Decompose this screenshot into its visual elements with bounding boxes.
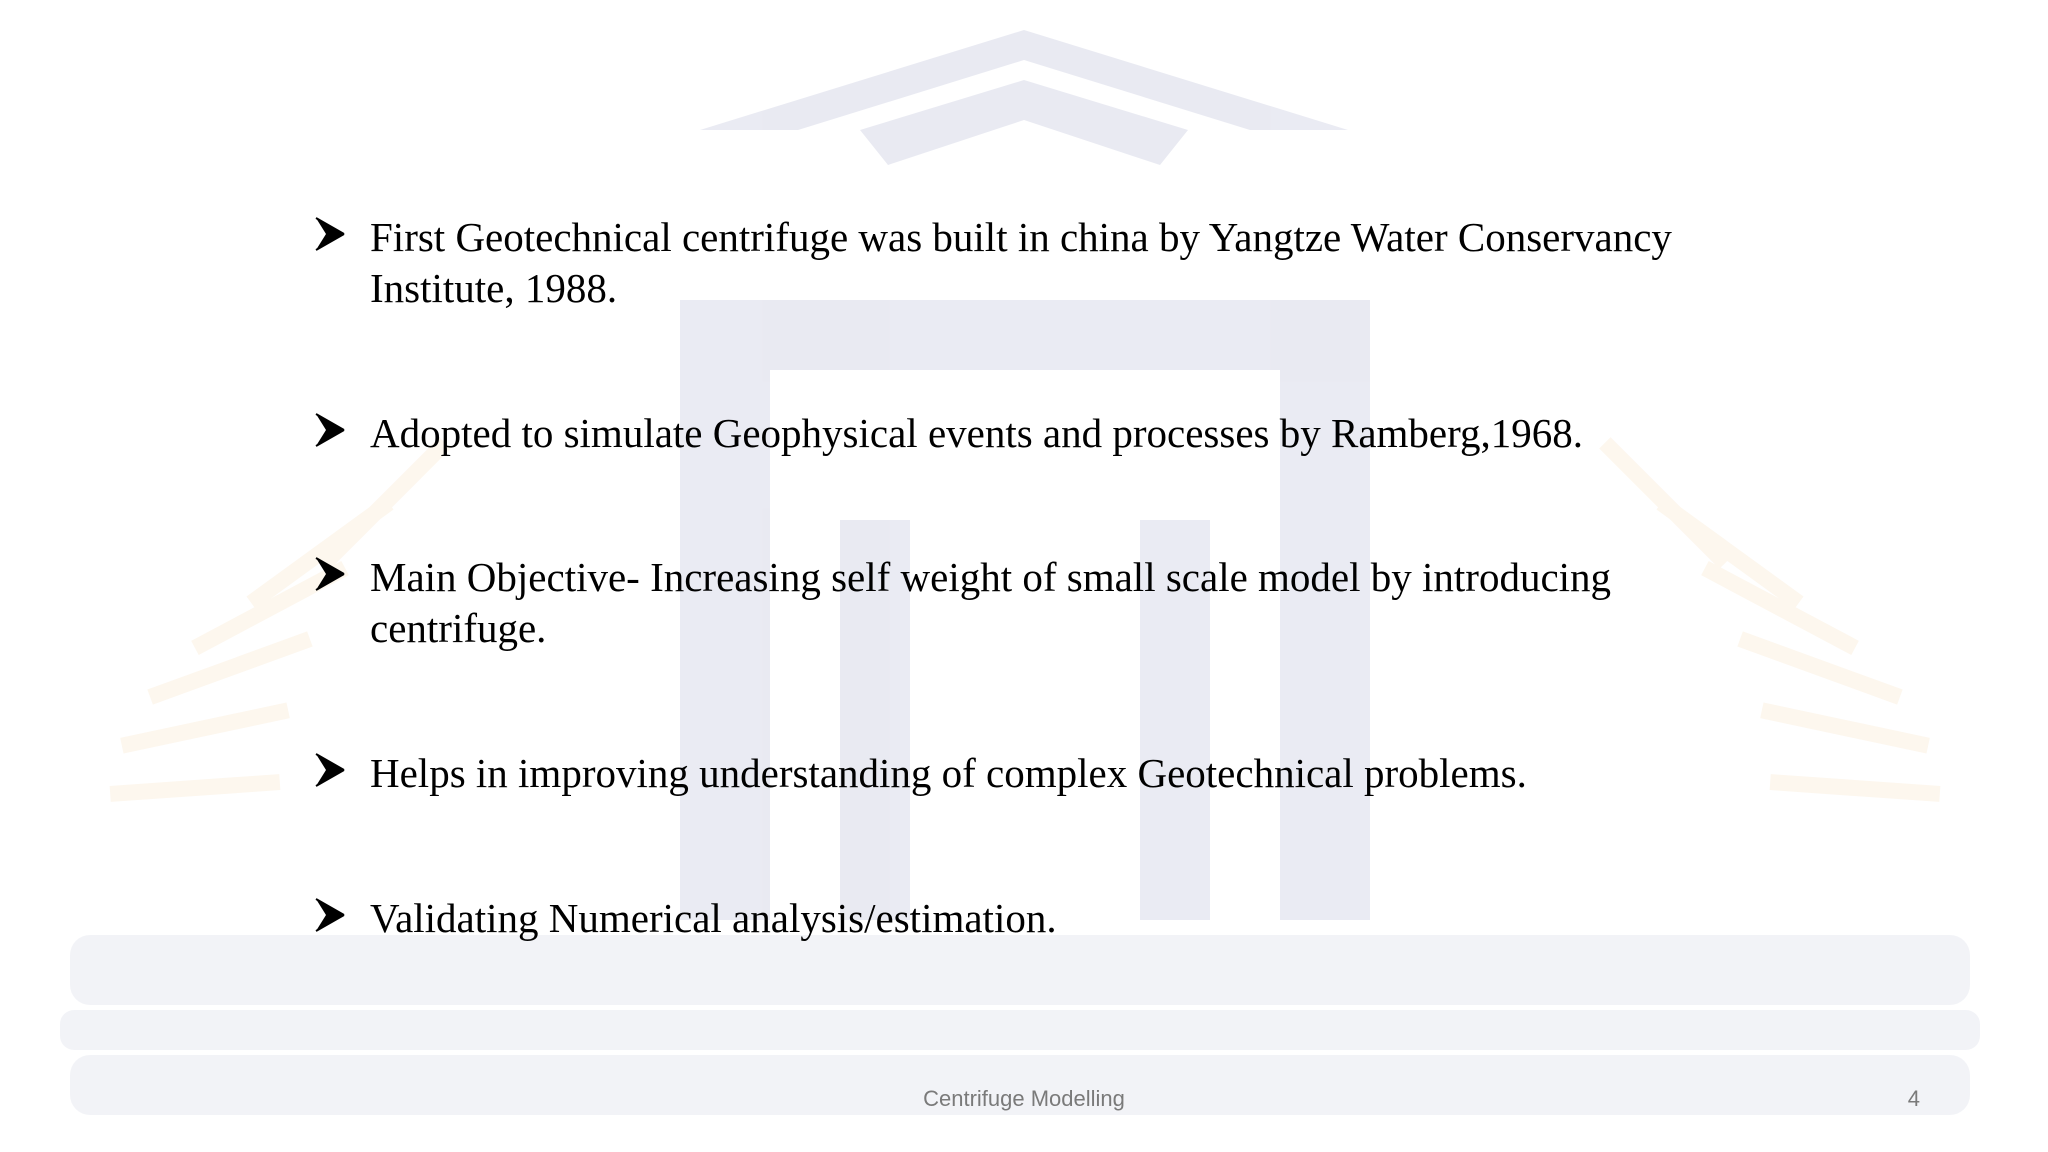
bullet-text: Main Objective- Increasing self weight of small scale model by introducing centrifuge. bbox=[370, 554, 1612, 651]
arrowhead-bullet-icon bbox=[314, 750, 346, 790]
arrowhead-bullet-icon bbox=[314, 410, 346, 450]
arrowhead-bullet-icon bbox=[314, 895, 346, 935]
bullet-item bbox=[314, 408, 1784, 459]
arrowhead-bullet-icon bbox=[314, 214, 346, 254]
bullet-text: Adopted to simulate Geophysical events and processes by Ramberg,1968. bbox=[370, 410, 1584, 456]
bullet-item bbox=[314, 748, 1784, 799]
footer-title: Centrifuge Modelling bbox=[923, 1086, 1125, 1111]
bullet-text: First Geotechnical centrifuge was built in china by Yangtze Water Conservancy Institute, 1988. bbox=[370, 214, 1672, 311]
arrowhead-bullet-icon bbox=[314, 554, 346, 594]
bullet-item bbox=[314, 212, 1784, 314]
bullet-item bbox=[314, 893, 1784, 944]
bullet-text: Helps in improving understanding of complex Geotechnical problems. bbox=[370, 750, 1527, 796]
slide-number: 4 bbox=[1907, 1086, 1920, 1111]
bullet-text: Validating Numerical analysis/estimation. bbox=[370, 895, 1057, 941]
bullet-item bbox=[314, 552, 1784, 654]
